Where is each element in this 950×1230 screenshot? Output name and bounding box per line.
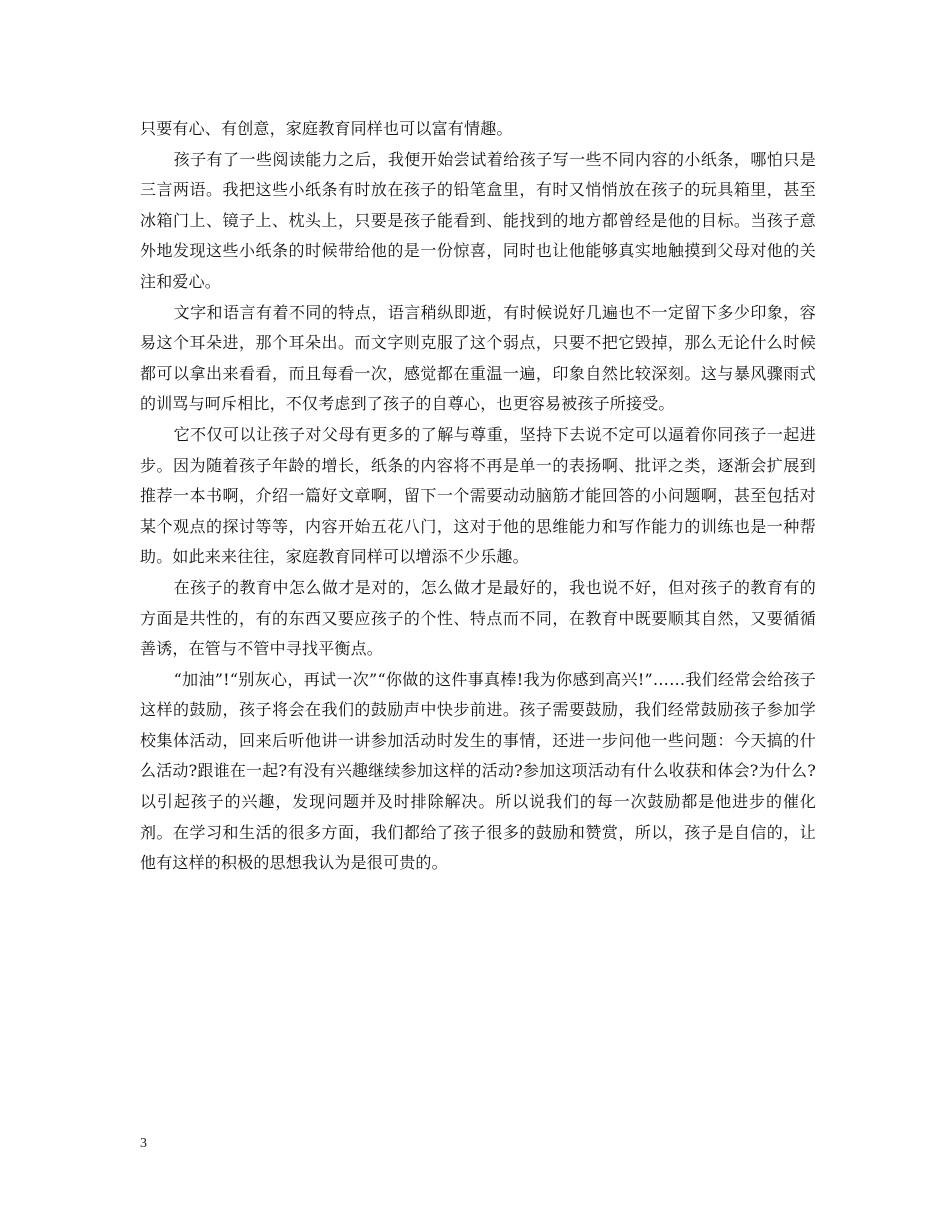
paragraph-2: 孩子有了一些阅读能力之后，我便开始尝试着给孩子写一些不同内容的小纸条，哪怕只是三言两语。我把这些小纸条有时放在孩子的铅笔盒里，有时又悄悄放在孩子的玩具箱里，甚至冰箱门上、镜子上、枕头上，只要是孩子能看到、能找到的地方都曾经是他的目标。当孩子意外地发现这些小纸条的时候带给他的是一份惊喜，同时也让他能够真实地触摸到父母对他的关注和爱心。 (140, 149, 816, 291)
document-body (140, 114, 816, 879)
paragraph-1: 只要有心、有创意，家庭教育同样也可以富有情趣。 (140, 119, 513, 138)
paragraph-5: 在孩子的教育中怎么做才是对的，怎么做才是最好的，我也说不好，但对孩子的教育有的方面是共性的，有的东西又要应孩子的个性、特点而不同，在教育中既要顺其自然，又要循循善诱，在管与不管中寻找平衡点。 (140, 577, 816, 659)
paragraph-3: 文字和语言有着不同的特点，语言稍纵即逝，有时候说好几遍也不一定留下多少印象，容易这个耳朵进，那个耳朵出。而文字则克服了这个弱点，只要不把它毁掉，那么无论什么时候都可以拿出来看看，而且每看一次，感觉都在重温一遍，印象自然比较深刻。这与暴风骤雨式的训骂与呵斥相比，不仅考虑到了孩子的自尊心，也更容易被孩子所接受。 (140, 302, 816, 414)
paragraph-4: 它不仅可以让孩子对父母有更多的了解与尊重，坚持下去说不定可以逼着你同孩子一起进步。因为随着孩子年龄的增长，纸条的内容将不再是单一的表扬啊、批评之类，逐渐会扩展到推荐一本书啊，介绍一篇好文章啊，留下一个需要动动脑筋才能回答的小问题啊，甚至包括对某个观点的探讨等等，内容开始五花八门，这对于他的思维能力和写作能力的训练也是一种帮助。如此来来往往，家庭教育同样可以增添不少乐趣。 (140, 424, 816, 567)
page-number: 3 (140, 1136, 147, 1151)
paragraph-6: “加油”!“别灰心，再试一次”“你做的这件事真棒!我为你感到高兴!”……我们经常会给孩子这样的鼓励，孩子将会在我们的鼓励声中快步前进。孩子需要鼓励，我们经常鼓励孩子参加学校集体活动，回来后听他讲一讲参加活动时发生的事情，还进一步问他一些问题：今天搞的什么活动?跟谁在一起?有没有兴趣继续参加这样的活动?参加这项活动有什么收获和体会?为什么?以引起孩子的兴趣，发现问题并及时排除解决。所以说我们的每一次鼓励都是他进步的催化剂。在学习和生活的很多方面，我们都给了孩子很多的鼓励和赞赏，所以，孩子是自信的，让他有这样的积极的思想我认为是很可贵的。 (140, 669, 816, 873)
